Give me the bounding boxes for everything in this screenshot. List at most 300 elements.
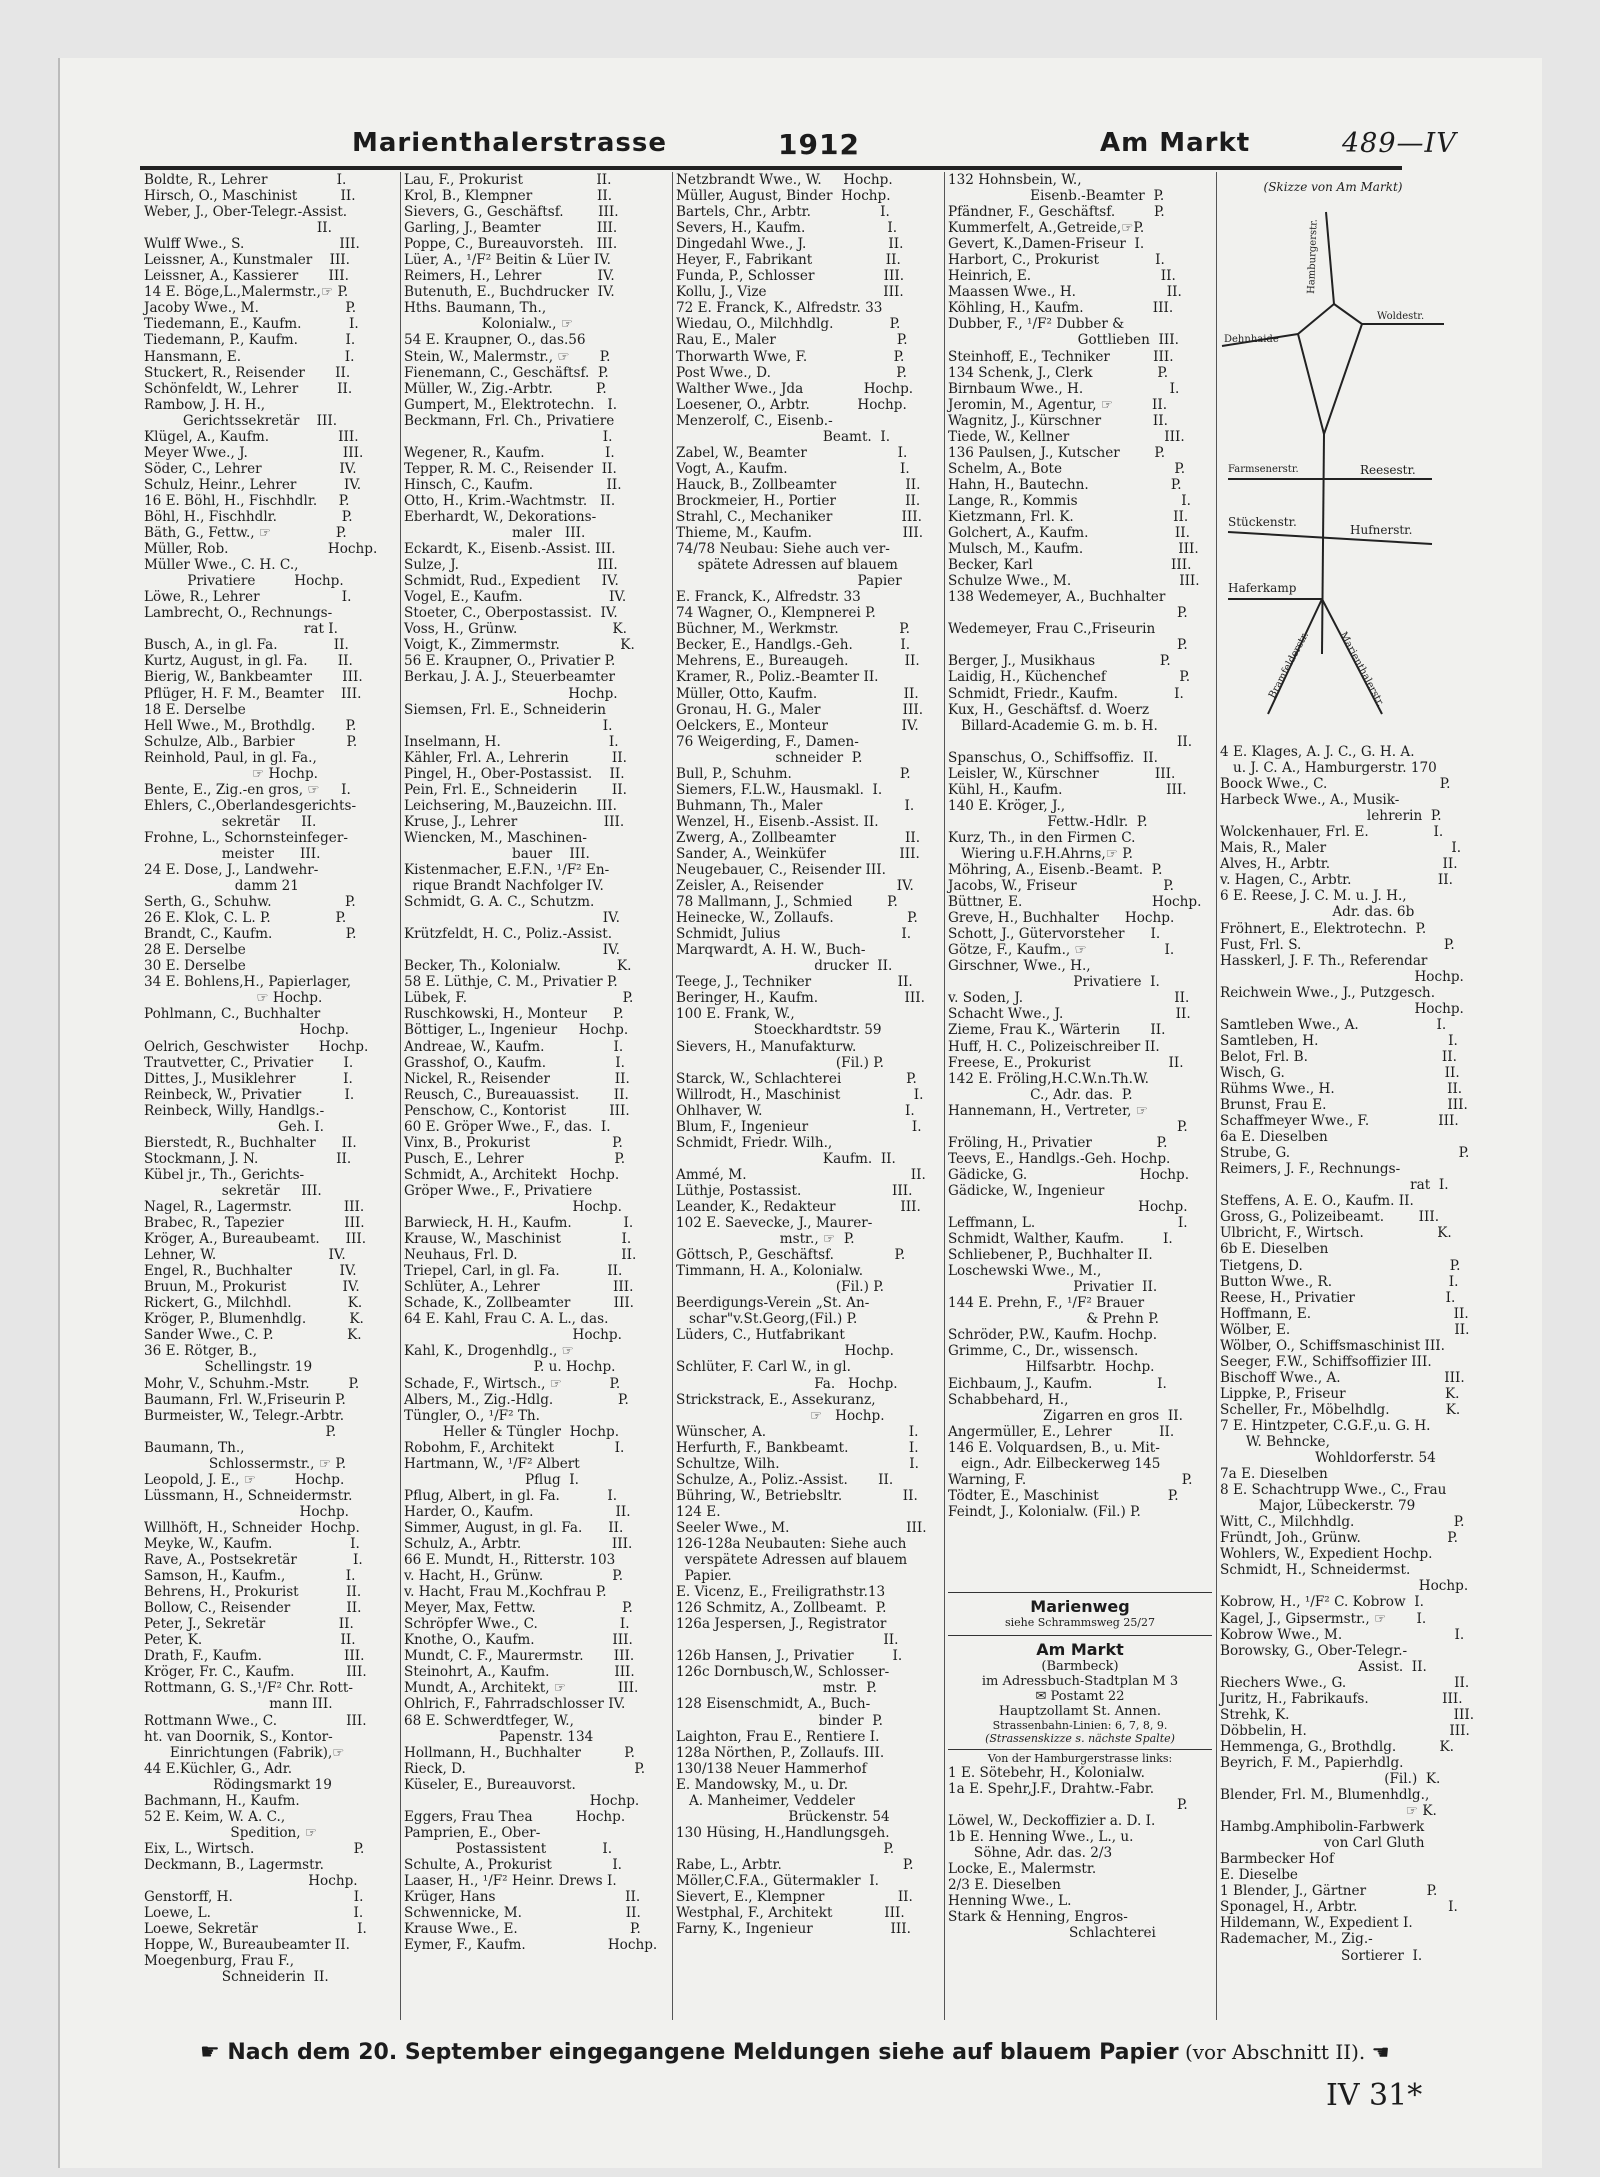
directory-entry: Rau, E., Maler P. <box>676 332 908 349</box>
directory-entry: Reimers, H., Lehrer IV. <box>404 268 615 285</box>
directory-entry: lehrerin P. <box>1220 808 1442 825</box>
directory-entry: Angermüller, E., Lehrer II. <box>948 1423 1175 1440</box>
directory-entry: Küseler, E., Bureauvorst. <box>404 1776 576 1793</box>
directory-entry: Lüer, A., ¹/F² Beitin & Lüer IV. <box>404 252 611 269</box>
directory-entry: Möhring, A., Eisenb.-Beamt. P. <box>948 862 1163 879</box>
directory-entry: Assist. II. <box>1220 1658 1427 1675</box>
directory-entry: Sponagel, H., Arbtr. I. <box>1220 1899 1458 1916</box>
directory-entry: Schwennicke, M. II. <box>404 1905 641 1922</box>
directory-entry: Beckmann, Frl. Ch., Privatiere <box>404 412 615 429</box>
directory-entry: Otto, H., Krim.-Wachtmstr. II. <box>404 492 616 509</box>
directory-entry: Reinbeck, W., Privatier I. <box>144 1086 355 1103</box>
directory-entry: Kruse, J., Lehrer III. <box>404 813 625 830</box>
directory-entry: Pamprien, E., Ober- <box>404 1824 541 1841</box>
directory-entry: Pein, Frl. E., Schneiderin II. <box>404 781 627 798</box>
directory-entry: Beringer, H., Kaufm. III. <box>676 990 925 1007</box>
directory-entry: Jacoby Wwe., M. P. <box>144 300 357 317</box>
directory-entry: ☞ Hochp. <box>144 765 318 782</box>
directory-entry: Fröling, H., Privatier P. <box>948 1134 1168 1151</box>
directory-entry: Mundt, C. F., Maurermstr. III. <box>404 1648 635 1665</box>
directory-entry: Meyer Wwe., J. III. <box>144 444 364 461</box>
directory-entry: Stoeter, C., Oberpostassist. IV. <box>404 605 618 622</box>
directory-entry: Voigt, K., Zimmermstr. K. <box>404 637 635 654</box>
directory-entry: Tüngler, O., ¹/F² Th. <box>404 1407 541 1424</box>
directory-entry: Bäth, G., Fettw., ☞ P. <box>144 525 347 542</box>
directory-entry: 126a Jespersen, J., Registrator <box>676 1616 887 1633</box>
directory-entry: Blum, F., Ingenieur I. <box>676 1118 922 1135</box>
directory-entry: Pingel, H., Ober-Postassist. II. <box>404 765 625 782</box>
directory-entry: Hemmenga, G., Brothdlg. K. <box>1220 1738 1454 1755</box>
directory-entry: Frohne, L., Schornsteinfeger- <box>144 829 348 846</box>
directory-entry: 100 E. Frank, W., <box>676 1006 795 1023</box>
directory-entry: P. <box>948 637 1188 654</box>
directory-entry: Wölber, E. II. <box>1220 1321 1470 1338</box>
directory-entry: Müller, August, Binder Hochp. <box>676 188 891 205</box>
directory-entry: Lange, R., Kommis I. <box>948 492 1191 509</box>
directory-entry: Kobrow Wwe., M. I. <box>1220 1626 1465 1643</box>
directory-entry: Schacht Wwe., J. II. <box>948 1006 1191 1023</box>
directory-entry: Gröper Wwe., F., Privatiere <box>404 1182 593 1199</box>
directory-entry: Eisenb.-Beamter P. <box>948 188 1165 205</box>
map-label-hamburgerstr: Hamburgerstr. <box>1306 218 1320 295</box>
directory-entry: Lau, F., Prokurist II. <box>404 172 612 188</box>
directory-entry: ☞ Hochp. <box>676 1407 885 1424</box>
directory-entry: Willrodt, H., Maschinist I. <box>676 1086 924 1103</box>
directory-entry: Dubber, F., ¹/F² Dubber & <box>948 316 1125 333</box>
directory-entry: E. Vicenz, E., Freiligrathstr.13 <box>676 1584 886 1601</box>
directory-entry: Vogel, E., Kaufm. IV. <box>404 589 627 606</box>
directory-entry: Steinhoff, E., Techniker III. <box>948 348 1174 365</box>
directory-entry: Witt, C., Milchhdlg. P. <box>1220 1514 1465 1531</box>
directory-entry: 52 E. Keim, W. A. C., <box>144 1808 286 1825</box>
directory-entry: Tiedemann, P., Kaufm. I. <box>144 332 356 349</box>
directory-entry: Wiencken, M., Maschinen- <box>404 829 587 846</box>
directory-entry: Heinecke, W., Zollaufs. P. <box>676 910 918 927</box>
directory-entry: meister III. <box>144 845 321 862</box>
directory-entry: Müller, W., Zig.-Arbtr. P. <box>404 380 607 397</box>
directory-entry: Riechers Wwe., G. II. <box>1220 1674 1470 1691</box>
directory-entry: Strickstrack, E., Assekuranz, <box>676 1391 876 1408</box>
directory-entry: 132 Hohnsbein, W., <box>948 172 1082 188</box>
directory-entry: Sander Wwe., C. P. K. <box>144 1327 362 1344</box>
directory-entry: Wiedau, O., Milchhdlg. P. <box>676 316 901 333</box>
directory-entry: 8 E. Schachtrupp Wwe., C., Frau <box>1220 1482 1447 1499</box>
directory-entry: Böttiger, L., Ingenieur Hochp. <box>404 1022 629 1039</box>
directory-entry: Pfändner, F., Geschäftsf. P. <box>948 204 1165 221</box>
directory-entry: Schmidt, G. A. C., Schutzm. <box>404 894 595 911</box>
directory-entry: Kühl, H., Kaufm. III. <box>948 781 1187 798</box>
directory-entry: 144 E. Prehn, F., ¹/F² Brauer <box>948 1295 1145 1312</box>
directory-entry: Kietzmann, Frl. K. II. <box>948 508 1189 525</box>
directory-entry: Leichsering, M.,Bauzeichn. III. <box>404 797 617 814</box>
directory-entry: Kähler, Frl. A., Lehrerin II. <box>404 749 627 766</box>
directory-entry: Thorwarth Wwe, F. P. <box>676 348 905 365</box>
directory-entry: Oelrich, Geschwister Hochp. <box>144 1038 369 1055</box>
directory-entry: IV. <box>404 942 620 959</box>
directory-entry: Stockmann, J. N. II. <box>144 1150 352 1167</box>
directory-entry: Wedemeyer, Frau C.,Friseurin <box>948 621 1156 638</box>
directory-entry: bauer III. <box>404 845 590 862</box>
header-street-right: Am Markt <box>1100 128 1251 158</box>
directory-entry: 26 E. Klok, C. L. P. P. <box>144 910 347 927</box>
directory-entry: Stark & Henning, Engros- <box>948 1909 1128 1926</box>
directory-entry: Sievers, H., Manufakturw. <box>676 1038 857 1055</box>
directory-entry: Weber, J., Ober-Telegr.-Assist. <box>144 204 348 221</box>
directory-entry: Pohlmann, C., Buchhalter <box>144 1006 321 1023</box>
column-divider <box>672 172 673 2020</box>
header-rule <box>140 166 1402 170</box>
directory-entry: maler III. <box>404 525 586 542</box>
directory-entry: Garling, J., Beamter III. <box>404 220 618 237</box>
directory-entry: 30 E. Derselbe <box>144 958 246 975</box>
directory-entry: Schröder, P.W., Kaufm. Hochp. <box>948 1327 1158 1344</box>
directory-entry: Post Wwe., D. P. <box>676 364 907 381</box>
directory-entry: Schneiderin II. <box>144 1969 329 1986</box>
directory-entry: 64 E. Kahl, Frau C. A. L., das. <box>404 1311 609 1328</box>
directory-entry: schneider P. <box>676 749 863 766</box>
directory-entry: v. Hacht, H., Grünw. P. <box>404 1568 624 1585</box>
directory-entry: 74/78 Neubau: Siehe auch ver- <box>676 541 890 558</box>
marienweg-title: Marienweg <box>1030 1597 1130 1616</box>
directory-entry: Samson, H., Kaufm., I. <box>144 1568 356 1585</box>
directory-entry: 36 E. Rötger, B., <box>144 1343 258 1360</box>
directory-entry: 4 E. Klages, A. J. C., G. H. A. <box>1220 744 1415 760</box>
directory-entry: Hochp. <box>404 685 618 702</box>
directory-entry: v. Soden, J. II. <box>948 990 1190 1007</box>
directory-entry: Major, Lübeckerstr. 79 <box>1220 1498 1416 1515</box>
directory-entry: Wegener, R., Kaufm. I. <box>404 444 615 461</box>
directory-entry: Eberhardt, W., Dekorations- <box>404 508 597 525</box>
column-divider <box>944 172 945 2020</box>
directory-entry: Gross, G., Polizeibeamt. III. <box>1220 1209 1440 1226</box>
directory-entry: Spedition, ☞ <box>144 1824 318 1841</box>
directory-entry: Bierig, W., Bankbeamter III. <box>144 669 363 686</box>
directory-entry: Hochp. <box>676 1343 894 1360</box>
header-year: 1912 <box>778 128 860 161</box>
directory-entry: Hoffmann, E. II. <box>1220 1305 1469 1322</box>
directory-entry: binder P. <box>676 1712 883 1729</box>
directory-entry: Leander, K., Redakteur III. <box>676 1199 921 1215</box>
page-mark: IV 31* <box>1326 2078 1423 2113</box>
directory-entry: Rühms Wwe., H. II. <box>1220 1080 1463 1097</box>
directory-entry: Peter, K. II. <box>144 1632 356 1649</box>
directory-entry: Krol, B., Klempner II. <box>404 188 613 205</box>
directory-entry: Brunst, Frau E. III. <box>1220 1097 1468 1114</box>
directory-entry: Schade, K., Zollbeamter III. <box>404 1295 635 1312</box>
directory-entry: mstr., ☞ P. <box>676 1231 855 1248</box>
directory-entry: Kübel jr., Th., Gerichts- <box>144 1166 305 1183</box>
directory-entry: Buhmann, Th., Maler I. <box>676 797 915 814</box>
directory-entry: Hinsch, C., Kaufm. II. <box>404 476 622 493</box>
directory-entry: Siemers, F.L.W., Hausmakl. I. <box>676 781 883 798</box>
directory-entry: Hochp. <box>948 1199 1188 1215</box>
map-drawing <box>1222 194 1444 714</box>
directory-entry: 6 E. Reese, J. C. M. u. J. H., <box>1220 888 1407 905</box>
directory-entry: 136 Paulsen, J., Kutscher P. <box>948 444 1166 461</box>
directory-entry: Kurz, Th., in den Firmen C. <box>948 829 1136 846</box>
directory-entry: Bruun, M., Prokurist IV. <box>144 1279 360 1296</box>
directory-entry: Möller,C.F.A., Gütermakler I. <box>676 1872 879 1889</box>
directory-entry: 128 Eisenschmidt, A., Buch- <box>676 1696 871 1713</box>
directory-entry: Henning Wwe., L. <box>948 1893 1072 1910</box>
directory-entry: Schmidt, Julius I. <box>676 926 912 943</box>
directory-entry: Ohlrich, F., Fahrradschlosser IV. <box>404 1696 626 1713</box>
directory-entry: Hell Wwe., M., Brothdlg. P. <box>144 717 357 734</box>
directory-entry: Schellingstr. 19 <box>144 1359 313 1376</box>
directory-entry: Schröpfer Wwe., C. I. <box>404 1616 630 1633</box>
directory-entry: Ammé, M. II. <box>676 1166 926 1183</box>
directory-entry: Müller, Rob. Hochp. <box>144 541 378 558</box>
directory-entry: Steffens, A. E. O., Kaufm. II. <box>1220 1193 1414 1210</box>
directory-entry: Söder, C., Lehrer IV. <box>144 460 357 477</box>
directory-entry: Schmidt, Rud., Expedient IV. <box>404 573 619 590</box>
directory-entry: Kolonialw., ☞ <box>404 316 574 333</box>
directory-entry: Hannemann, H., Vertreter, ☞ <box>948 1102 1148 1119</box>
directory-entry: Samtleben Wwe., A. I. <box>1220 1016 1447 1033</box>
directory-entry: Papier <box>676 573 902 590</box>
directory-entry: Albers, M., Zig.-Hdlg. P. <box>404 1391 629 1408</box>
directory-entry: Marqwardt, A. H. W., Buch- <box>676 942 866 959</box>
directory-entry: Thieme, M., Kaufm. III. <box>676 525 924 542</box>
directory-entry: Becker, E., Handlgs.-Geh. I. <box>676 637 911 654</box>
directory-entry: Pflug I. <box>404 1471 579 1488</box>
map-label-reesestr: Reesestr. <box>1360 463 1416 477</box>
map-caption: (Skizze von Am Markt) <box>1263 180 1403 194</box>
directory-entry: Jeromin, M., Agentur, ☞ II. <box>948 396 1168 413</box>
directory-column-5 <box>1220 744 1475 2034</box>
directory-entry: Schlüter, F. Carl W., in gl. <box>676 1359 851 1376</box>
directory-entry: Einrichtungen (Fabrik),☞ <box>144 1744 345 1761</box>
directory-entry: Schmidt, Friedr. Wilh., <box>676 1134 833 1151</box>
directory-entry: Teege, J., Techniker II. <box>676 974 913 991</box>
directory-entry: Gumpert, M., Elektrotechn. I. <box>404 396 618 413</box>
directory-entry: Rabe, L., Arbtr. P. <box>676 1856 914 1873</box>
directory-entry: Nagel, R., Lagermstr. III. <box>144 1199 365 1215</box>
directory-entry: Bühring, W., Betriebsltr. II. <box>676 1487 918 1504</box>
directory-entry: Reinhold, Paul, in gl. Fa., <box>144 749 317 766</box>
map-label-haferkamp: Haferkamp <box>1228 581 1297 595</box>
directory-entry: eign., Adr. Eilbeckerweg 145 <box>948 1455 1161 1472</box>
directory-entry: Tepper, R. M. C., Reisender II. <box>404 460 617 477</box>
directory-entry: Becker, Karl III. <box>948 557 1192 574</box>
directory-entry: Zwerg, A., Zollbeamter II. <box>676 829 921 846</box>
directory-entry: 140 E. Kröger, J., <box>948 797 1066 814</box>
directory-entry: (Fil.) P. <box>676 1054 884 1071</box>
directory-entry: Robohm, F., Architekt I. <box>404 1439 625 1456</box>
directory-entry: Baumann, Frl. W.,Friseurin P. <box>144 1391 346 1408</box>
directory-entry: 126b Hansen, J., Privatier I. <box>676 1648 903 1665</box>
directory-entry: ☞ Hochp. <box>144 990 323 1007</box>
directory-entry: Klügel, A., Kaufm. III. <box>144 428 359 445</box>
directory-entry: Kurtz, August, in gl. Fa. II. <box>144 653 353 670</box>
directory-entry: Reusch, C., Bureauassist. II. <box>404 1086 629 1103</box>
directory-entry: Barmbecker Hof <box>1220 1851 1335 1868</box>
directory-entry: Scheller, Fr., Möbelhdlg. K. <box>1220 1401 1461 1418</box>
map-reference: im Adressbuch-Stadtplan M 3 <box>981 1674 1179 1689</box>
directory-entry: Heinrich, E. II. <box>948 268 1176 285</box>
directory-entry: Timmann, H. A., Kolonialw. <box>676 1263 864 1280</box>
directory-entry: Genstorff, H. I. <box>144 1889 364 1906</box>
directory-entry: Burmeister, W., Telegr.-Arbtr. <box>144 1407 345 1424</box>
directory-entry: Schulze Wwe., M. III. <box>948 573 1200 590</box>
directory-entry: Hths. Baumann, Th., <box>404 300 547 317</box>
directory-entry: A. Manheimer, Veddeler <box>676 1792 855 1809</box>
directory-entry: Bull, P., Schuhm. P. <box>676 765 911 782</box>
directory-column-2 <box>404 172 668 2020</box>
directory-entry: Triepel, Carl, in gl. Fa. II. <box>404 1263 623 1280</box>
directory-entry: Döbbelin, H. III. <box>1220 1722 1470 1739</box>
directory-entry: Lüders, C., Hutfabrikant <box>676 1327 845 1344</box>
directory-entry: Maassen Wwe., H. II. <box>948 284 1182 301</box>
directory-entry: Reichwein Wwe., J., Putzgesch. <box>1220 984 1436 1001</box>
directory-entry: 78 Mallmann, J., Schmied P. <box>676 894 898 911</box>
directory-entry: Heyer, F., Fabrikant II. <box>676 252 901 269</box>
directory-entry: Dittes, J., Musiklehrer I. <box>144 1070 353 1087</box>
directory-entry: Birnbaum Wwe., H. I. <box>948 380 1180 397</box>
directory-entry: Beyrich, F. M., Papierhdlg. <box>1220 1754 1404 1771</box>
directory-entry: Lippke, P., Friseur K. <box>1220 1385 1460 1402</box>
directory-entry: Andreae, W., Kaufm. I. <box>404 1038 624 1055</box>
directory-entry: 44 E.Küchler, G., Adr. <box>144 1760 293 1777</box>
directory-entry: Kummerfelt, A.,Getreide,☞P. <box>948 220 1145 237</box>
directory-entry: spätete Adressen auf blauem <box>676 557 898 574</box>
directory-entry: v. Hagen, C., Arbtr. II. <box>1220 872 1453 889</box>
directory-entry: Fröhnert, E., Elektrotechn. P. <box>1220 920 1427 937</box>
directory-entry: Gevert, K.,Damen-Friseur I. <box>948 236 1145 253</box>
directory-entry: Seeger, F.W., Schiffsoffizier III. <box>1220 1353 1432 1370</box>
directory-entry: 124 E. <box>676 1503 721 1520</box>
directory-entry: Harbeck Wwe., A., Musik- <box>1220 792 1400 809</box>
directory-entry: Moegenburg, Frau F., <box>144 1953 295 1970</box>
directory-entry: Hartmann, W., ¹/F² Albert <box>404 1455 580 1472</box>
directory-entry: Reimers, J. F., Rechnungs- <box>1220 1161 1401 1178</box>
directory-entry: sekretär II. <box>144 813 317 830</box>
header-page-number: 489—IV <box>1342 128 1457 159</box>
directory-entry: Harder, O., Kaufm. II. <box>404 1503 631 1520</box>
directory-entry: Fust, Frl. S. P. <box>1220 936 1455 953</box>
directory-entry: P. <box>948 1118 1188 1135</box>
directory-entry: Schulze, Alb., Barbier P. <box>144 733 358 750</box>
directory-entry: Behrens, H., Prokurist II. <box>144 1584 362 1601</box>
directory-entry: Stoeckhardtstr. 59 <box>676 1022 882 1039</box>
directory-entry: Hoppe, W., Bureaubeamter II. <box>144 1937 350 1954</box>
directory-entry: Freese, E., Prokurist II. <box>948 1054 1184 1071</box>
directory-entry: 16 E. Böhl, H., Fischhdlr. P. <box>144 492 350 509</box>
directory-entry: 126 Schmitz, A., Zollbeamt. P. <box>676 1600 887 1617</box>
directory-entry: Butenuth, E., Buchdrucker IV. <box>404 284 615 301</box>
directory-entry: Eix, L., Wirtsch. P. <box>144 1840 365 1857</box>
directory-entry: 7 E. Hintzpeter, C.G.F.,u. G. H. <box>1220 1417 1431 1434</box>
am-markt-title: Am Markt <box>1036 1640 1124 1659</box>
directory-entry: Eymer, F., Kaufm. Hochp. <box>404 1937 658 1954</box>
directory-entry: 76 Weigerding, F., Damen- <box>676 733 859 750</box>
directory-entry: Bente, E., Zig.-en gros, ☞ I. <box>144 781 351 798</box>
directory-entry: Bischoff Wwe., A. III. <box>1220 1369 1465 1386</box>
directory-entry: Baumann, Th., <box>144 1439 245 1456</box>
am-markt-entries <box>948 1765 1212 1942</box>
directory-entry: Strahl, C., Mechaniker III. <box>676 508 922 525</box>
directory-entry: Hochp. <box>144 1872 358 1889</box>
directory-entry: Papier. <box>676 1568 732 1585</box>
directory-entry: 66 E. Mundt, H., Ritterstr. 103 <box>404 1552 616 1569</box>
directory-entry: Schönfeldt, W., Lehrer II. <box>144 380 353 397</box>
directory-entry: Schade, F., Wirtsch., ☞ P. <box>404 1375 621 1392</box>
directory-entry: Poppe, C., Bureauvorsteh. III. <box>404 236 618 253</box>
directory-entry: (Fil.) K. <box>1220 1771 1441 1787</box>
directory-entry: Engel, R., Buchhalter IV. <box>144 1263 357 1280</box>
directory-entry: Peter, J., Sekretär II. <box>144 1616 354 1633</box>
directory-entry: Hochp. <box>144 1503 349 1520</box>
directory-entry: von Carl Gluth <box>1220 1835 1425 1852</box>
map-label-hufnerstr: Hufnerstr. <box>1350 523 1413 537</box>
directory-entry: v. Hacht, Frau M.,Kochfrau P. <box>404 1584 607 1601</box>
directory-entry: Button Wwe., R. I. <box>1220 1273 1459 1290</box>
directory-entry: Loewe, Sekretär I. <box>144 1921 367 1938</box>
directory-entry: Schulze, A., Poliz.-Assist. II. <box>676 1471 894 1488</box>
directory-entry: 142 E. Fröling,H.C.W.n.Th.W. <box>948 1070 1149 1087</box>
directory-entry: Stuckert, R., Reisender II. <box>144 364 351 381</box>
directory-entry: Wulff Wwe., S. III. <box>144 236 360 253</box>
directory-entry: Schultze, Wilh. I. <box>676 1455 919 1472</box>
marienweg-note: siehe Schrammsweg 25/27 <box>1004 1616 1156 1629</box>
directory-entry: Starck, W., Schlachterei P. <box>676 1070 917 1087</box>
directory-entry: Willhöft, H., Schneider Hochp. <box>144 1519 360 1536</box>
directory-entry: Kröger, P., Blumenhdlg. K. <box>144 1311 364 1328</box>
directory-entry: P. <box>948 1797 1188 1814</box>
directory-entry: Kistenmacher, E.F.N., ¹/F² En- <box>404 862 610 879</box>
directory-entry: Büchner, M., Werkmstr. P. <box>676 621 910 638</box>
directory-entry: Neuhaus, Frl. D. II. <box>404 1247 637 1264</box>
directory-entry: Wagnitz, J., Kürschner II. <box>948 412 1168 429</box>
directory-entry: Ehlers, C.,Oberlandesgerichts- <box>144 797 357 814</box>
directory-entry: Schulz, Heinr., Lehrer IV. <box>144 476 362 493</box>
directory-entry: Seeler Wwe., M. III. <box>676 1519 927 1536</box>
directory-entry: Boock Wwe., C. P. <box>1220 776 1451 793</box>
directory-entry: Zieme, Frau K., Wärterin II. <box>948 1022 1166 1039</box>
directory-entry: P. <box>948 605 1188 622</box>
directory-entry: II. <box>948 733 1193 750</box>
directory-entry: Privatiere I. <box>948 974 1160 991</box>
directory-entry: Warning, F. P. <box>948 1471 1193 1488</box>
directory-entry: 126-128a Neubauten: Siehe auch <box>676 1535 907 1552</box>
directory-entry: Loschewski Wwe., M., <box>948 1263 1102 1280</box>
directory-entry: mann III. <box>144 1696 333 1713</box>
directory-entry: Krause, W., Maschinist I. <box>404 1231 632 1248</box>
directory-entry: Wenzel, H., Eisenb.-Assist. II. <box>676 813 879 830</box>
directory-entry: Lüssmann, H., Schneidermstr. <box>144 1487 353 1504</box>
directory-entry: Rademacher, M., Zig.- <box>1220 1931 1373 1948</box>
directory-entry: Fettw.-Hdlr. P. <box>948 813 1148 830</box>
directory-entry: 72 E. Franck, K., Alfredstr. 33 <box>676 300 883 317</box>
directory-entry: Reese, H., Privatier I. <box>1220 1289 1456 1306</box>
map-label-woldestr: Woldestr. <box>1377 311 1425 322</box>
directory-entry: Gerichtssekretär III. <box>144 412 338 429</box>
directory-entry: Trautvetter, C., Privatier I. <box>144 1054 354 1071</box>
footer-tail: (vor Abschnitt II). ☚ <box>1178 2040 1390 2064</box>
directory-entry: Mundt, A., Architekt, ☞ III. <box>404 1680 639 1697</box>
directory-entry: Locke, E., Malermstr. <box>948 1861 1097 1878</box>
directory-entry: Wölber, O., Schiffsmaschinist III. <box>1220 1337 1445 1354</box>
directory-entry: 28 E. Derselbe <box>144 942 246 959</box>
directory-entry: Götze, F., Kaufm., ☞ I. <box>948 942 1175 959</box>
directory-entry: Schulte, A., Prokurist I. <box>404 1856 623 1873</box>
directory-entry: Severs, H., Kaufm. I. <box>676 220 898 237</box>
directory-entry: Meyke, W., Kaufm. I. <box>144 1535 360 1552</box>
directory-entry: Schott, J., Gütervorsteher I. <box>948 926 1161 943</box>
directory-entry: Feindt, J., Kolonialw. (Fil.) P. <box>948 1503 1141 1520</box>
directory-entry: Tiede, W., Kellner III. <box>948 428 1185 445</box>
directory-entry: Blender, Frl. M., Blumenhdlg., <box>1220 1787 1430 1804</box>
